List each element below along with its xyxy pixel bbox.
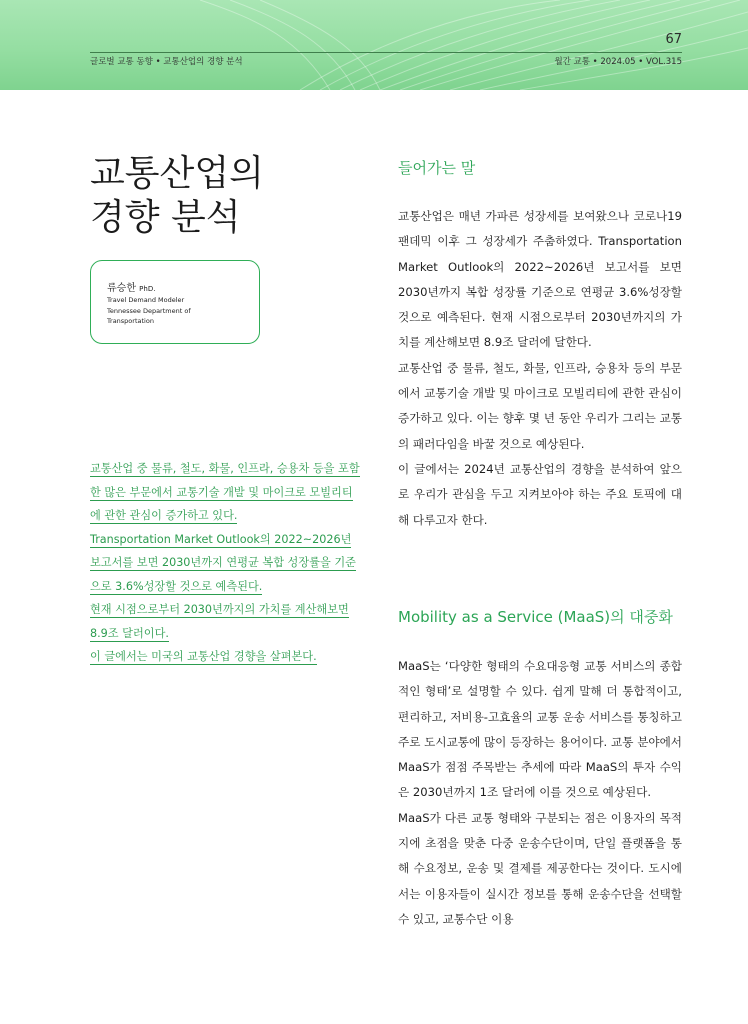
header-band: [0, 0, 748, 90]
pull-quote-text: Transportation Market Outlook의 2022~2026년 보고서를 보면 2030년까지 연평균 복합 성장률을 기준으로 3.6%성장할 것으로 예측된다.: [90, 532, 356, 593]
section-body-intro: [398, 204, 682, 533]
article-title: [90, 152, 370, 240]
running-head-right: 월간 교통 • 2024.05 • VOL.315: [554, 57, 682, 67]
author-name-text: 류승한: [107, 283, 136, 294]
body-paragraph: 이 글에서는 2024년 교통산업의 경향을 분석하여 앞으로 우리가 관심을 두고 지켜보아야 하는 주요 토픽에 대해 다루고자 한다.: [398, 461, 682, 527]
pull-quote-text: 교통산업 중 물류, 철도, 화물, 인프라, 승용차 등을 포함한 많은 부문에서 교통기술 개발 및 마이크로 모빌리티에 관한 관심이 증가하고 있다.: [90, 462, 360, 522]
running-head-left: 글로벌 교통 동향 • 교통산업의 경향 분석: [90, 57, 243, 67]
header-wave-pattern: [0, 0, 748, 90]
author-affiliation-line: Transportation: [107, 317, 154, 325]
section-heading-maas: Mobility as a Service (MaaS)의 대중화: [398, 608, 673, 626]
body-paragraph: 교통산업 중 물류, 철도, 화물, 인프라, 승용차 등의 부문에서 교통기술 개발 및 마이크로 모빌리티에 관한 관심이 증가하고 있다. 이는 향후 몇 년 동안 우리가 그리는 교통의 패러다임을 바꿀 것으로 예상된다.: [398, 360, 682, 451]
author-name: [107, 279, 155, 294]
author-degree: PhD.: [139, 285, 156, 293]
author-box: [90, 260, 260, 344]
body-paragraph: MaaS가 다른 교통 형태와 구분되는 점은 이용자의 목적지에 초점을 맞춘 다중 운송수단이며, 단일 플랫폼을 통해 수요정보, 운송 및 결제를 제공한다는 것이다. 도시에서는 이용자들이 실시간 정보를 통해 운송수단을 선택할 수 있고, 교통수단 이용: [398, 810, 682, 926]
header-rule: [90, 52, 682, 53]
pull-quote-text: 이 글에서는 미국의 교통산업 경향을 살펴본다.: [90, 650, 317, 663]
article-title-line-1: 교통산업의: [90, 153, 264, 194]
author-affiliation-line: Travel Demand Modeler: [107, 296, 185, 304]
body-paragraph: MaaS는 ‘다양한 형태의 수요대응형 교통 서비스의 종합적인 형태’로 설명할 수 있다. 쉽게 말해 더 통합적이고, 편리하고, 저비용-고효율의 교통 운송 서비스를 통칭하고 주로 도시교통에 많이 등장하는 용어이다. 교통 분야에서 MaaS가 점점 주목받는 추세에 따라 MaaS의 투자 수익은 2030년까지 1조 달러에 이를 것으로 예상된다.: [398, 659, 682, 800]
section-body-maas: [398, 654, 682, 932]
pull-quote: [90, 457, 360, 669]
author-affiliation-line: Tennessee Department of: [107, 306, 191, 315]
article-title-line-2: 경향 분석: [90, 197, 241, 238]
page-number: 67: [665, 32, 682, 47]
body-paragraph: 교통산업은 매년 가파른 성장세를 보여왔으나 코로나19 팬데믹 이후 그 성장세가 주춤하였다. Transportation Market Outlook의 2022~2026년 보고서를 보면 2030년까지 복합 성장률 기준으로 연평균 3.6%성장할 것으로 예측된다. 현재 시점으로부터 2030년까지의 가치를 계산해보면 8.9조 달러에 달한다.: [398, 209, 682, 350]
section-heading-intro: 들어가는 말: [398, 159, 476, 177]
author-affiliation: [107, 295, 191, 327]
pull-quote-text: 현재 시점으로부터 2030년까지의 가치를 계산해보면 8.9조 달러이다.: [90, 603, 349, 640]
